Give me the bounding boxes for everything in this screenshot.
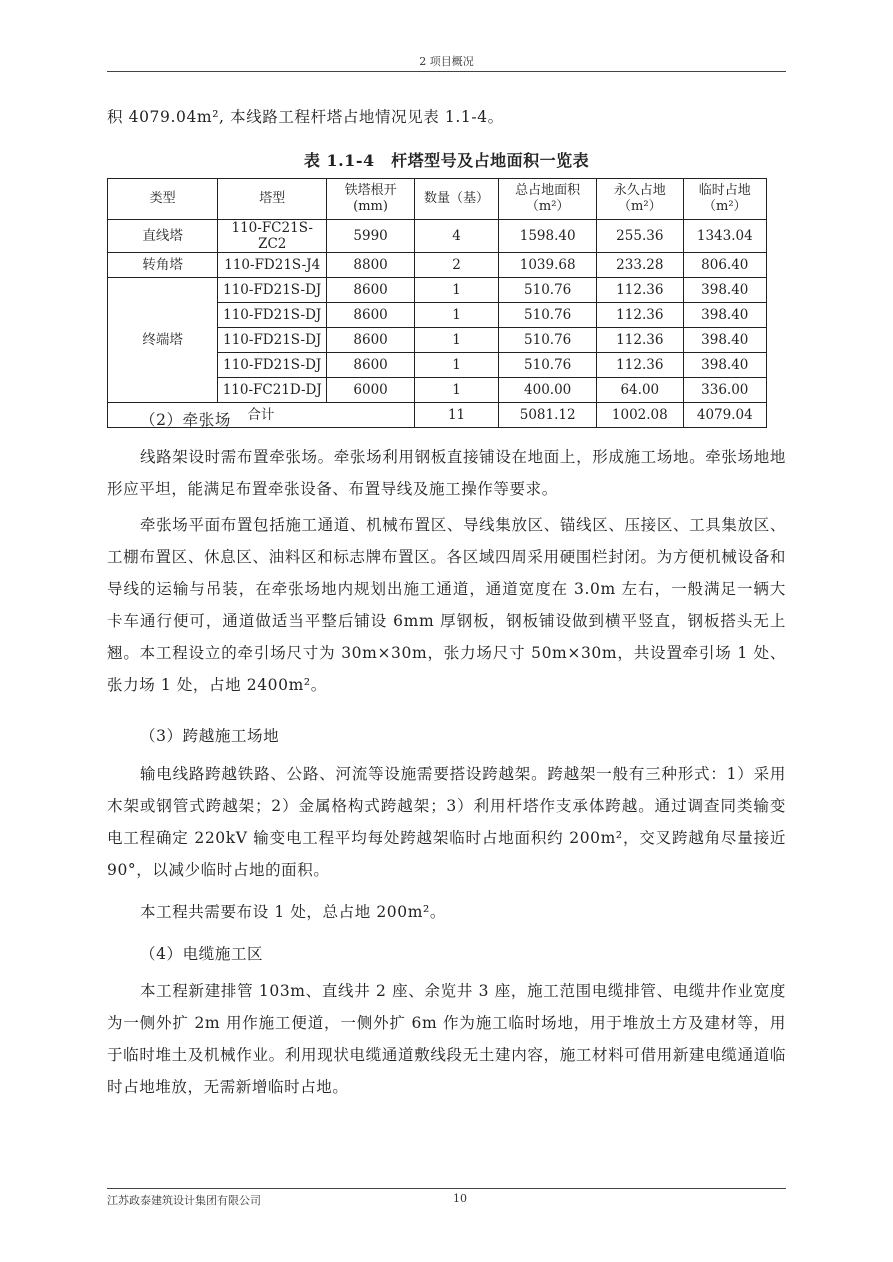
table-row xyxy=(108,253,767,278)
cell-total: 1039.68 xyxy=(499,253,597,278)
header-divider xyxy=(107,71,786,72)
cell-temp: 806.40 xyxy=(683,253,766,278)
cell-temp: 398.40 xyxy=(683,328,766,353)
cell-model: 110-FD21S-DJ xyxy=(218,328,327,353)
cell-perm: 64.00 xyxy=(597,378,683,403)
table-header-row xyxy=(108,179,767,220)
paragraph-crossing-site-2: 本工程共需要布设 1 处，总占地 200m²。 xyxy=(140,903,446,921)
col-header-type: 类型 xyxy=(108,179,218,220)
cell-count: 1 xyxy=(414,328,498,353)
cell-root: 8600 xyxy=(327,353,415,378)
cell-temp: 1343.04 xyxy=(683,220,766,253)
cell-count: 1 xyxy=(414,278,498,303)
cell-root: 5990 xyxy=(327,220,415,253)
cell-temp: 398.40 xyxy=(683,303,766,328)
cell-total: 1598.40 xyxy=(499,220,597,253)
cell-perm: 255.36 xyxy=(597,220,683,253)
cell-perm: 233.28 xyxy=(597,253,683,278)
cell-model: 110-FD21S-DJ xyxy=(218,278,327,303)
cell-total: 510.76 xyxy=(499,303,597,328)
paragraph-traction-site-1: 线路架设时需布置牵张场。牵张场利用钢板直接铺设在地面上，形成施工场地。牵张场地地形应平坦，能满足布置牵张设备、布置导线及施工操作等要求。 xyxy=(107,448,786,498)
section-heading-traction-site: （2）牵张场 xyxy=(140,411,231,429)
table-row xyxy=(108,278,767,303)
cell-perm: 112.36 xyxy=(597,303,683,328)
cell-root: 8600 xyxy=(327,328,415,353)
cell-total-count: 11 xyxy=(414,403,498,428)
col-header-total-area: 总占地面积 （m²） xyxy=(499,179,597,220)
cell-total: 400.00 xyxy=(499,378,597,403)
cell-model: 110-FC21S-ZC2 xyxy=(218,220,327,253)
cell-count: 1 xyxy=(414,353,498,378)
cell-perm: 112.36 xyxy=(597,278,683,303)
cell-model: 110-FD21S-DJ xyxy=(218,303,327,328)
cell-root: 8600 xyxy=(327,303,415,328)
col-header-permanent-area: 永久占地 （m²） xyxy=(597,179,683,220)
cell-count: 4 xyxy=(414,220,498,253)
cell-root: 6000 xyxy=(327,378,415,403)
intro-paragraph: 积 4079.04m², 本线路工程杆塔占地情况见表 1.1-4。 xyxy=(107,108,504,126)
cell-model: 110-FC21D-DJ xyxy=(218,378,327,403)
col-header-root-spacing: 铁塔根开 (mm) xyxy=(327,179,415,220)
header-section-title: 2 项目概况 xyxy=(419,55,474,68)
cell-total-label: 合计 xyxy=(108,403,415,428)
cell-perm: 112.36 xyxy=(597,353,683,378)
cell-total-area: 5081.12 xyxy=(499,403,597,428)
cell-root: 8800 xyxy=(327,253,415,278)
tower-table xyxy=(107,178,767,428)
cell-root: 8600 xyxy=(327,278,415,303)
section-heading-cable-area: （4）电缆施工区 xyxy=(140,945,264,963)
footer-company-name: 江苏政泰建筑设计集团有限公司 xyxy=(107,1194,261,1207)
cell-temp: 336.00 xyxy=(683,378,766,403)
cell-total-perm: 1002.08 xyxy=(597,403,683,428)
cell-count: 1 xyxy=(414,303,498,328)
col-header-temporary-area: 临时占地 （m²） xyxy=(683,179,766,220)
cell-temp: 398.40 xyxy=(683,353,766,378)
col-header-count: 数量（基） xyxy=(414,179,498,220)
cell-count: 1 xyxy=(414,378,498,403)
footer-divider xyxy=(107,1188,786,1189)
paragraph-crossing-site-1: 输电线路跨越铁路、公路、河流等设施需要搭设跨越架。跨越架一般有三种形式：1）采用木架或钢管式跨越架；2）金属格构式跨越架；3）利用杆塔作支承体跨越。通过调查同类输变电工程确定 220kV 输变电工程平均每处跨越架临时占地面积约 200m²，交叉跨越角尽量接近 90°，以减少临时占地的面积。 xyxy=(107,765,786,879)
paragraph-cable-area-1: 本工程新建排管 103m、直线井 2 座、余览井 3 座，施工范围电缆排管、电缆井作业宽度为一侧外扩 2m 用作施工便道，一侧外扩 6m 作为施工临时场地，用于堆放土方及建材等，用于临时堆土及机械作业。利用现状电缆通道敷线段无土建内容，施工材料可借用新建电缆通道临时占地堆放，无需新增临时占地。 xyxy=(107,982,786,1096)
paragraph-traction-site-2: 牵张场平面布置包括施工通道、机械布置区、导线集放区、锚线区、压接区、工具集放区、工棚布置区、休息区、油料区和标志牌布置区。各区域四周采用硬围栏封闭。为方便机械设备和导线的运输与吊装，在牵张场地内规划出施工通道，通道宽度在 3.0m 左右，一般满足一辆大卡车通行便可，通道做适当平整后铺设 6mm 厚钢板，钢板铺设做到横平竖直，钢板搭头无上翘。本工程设立的牵引场尺寸为 30m×30m，张力场尺寸 50m×30m，共设置牵引场 1 处、张力场 1 处，占地 2400m²。 xyxy=(107,516,786,694)
page-number: 10 xyxy=(453,1192,467,1205)
col-header-model: 塔型 xyxy=(218,179,327,220)
cell-model: 110-FD21S-DJ xyxy=(218,353,327,378)
section-heading-crossing-site: （3）跨越施工场地 xyxy=(140,727,280,745)
cell-temp: 398.40 xyxy=(683,278,766,303)
cell-total: 510.76 xyxy=(499,278,597,303)
table-row xyxy=(108,220,767,253)
cell-model: 110-FD21S-J4 xyxy=(218,253,327,278)
cell-total: 510.76 xyxy=(499,328,597,353)
cell-total: 510.76 xyxy=(499,353,597,378)
cell-total-temp: 4079.04 xyxy=(683,403,766,428)
cell-type: 直线塔 xyxy=(108,220,218,253)
table-caption: 表 1.1-4 杆塔型号及占地面积一览表 xyxy=(303,151,590,170)
cell-type-merged: 终端塔 xyxy=(108,278,218,403)
cell-type: 转角塔 xyxy=(108,253,218,278)
cell-perm: 112.36 xyxy=(597,328,683,353)
cell-count: 2 xyxy=(414,253,498,278)
